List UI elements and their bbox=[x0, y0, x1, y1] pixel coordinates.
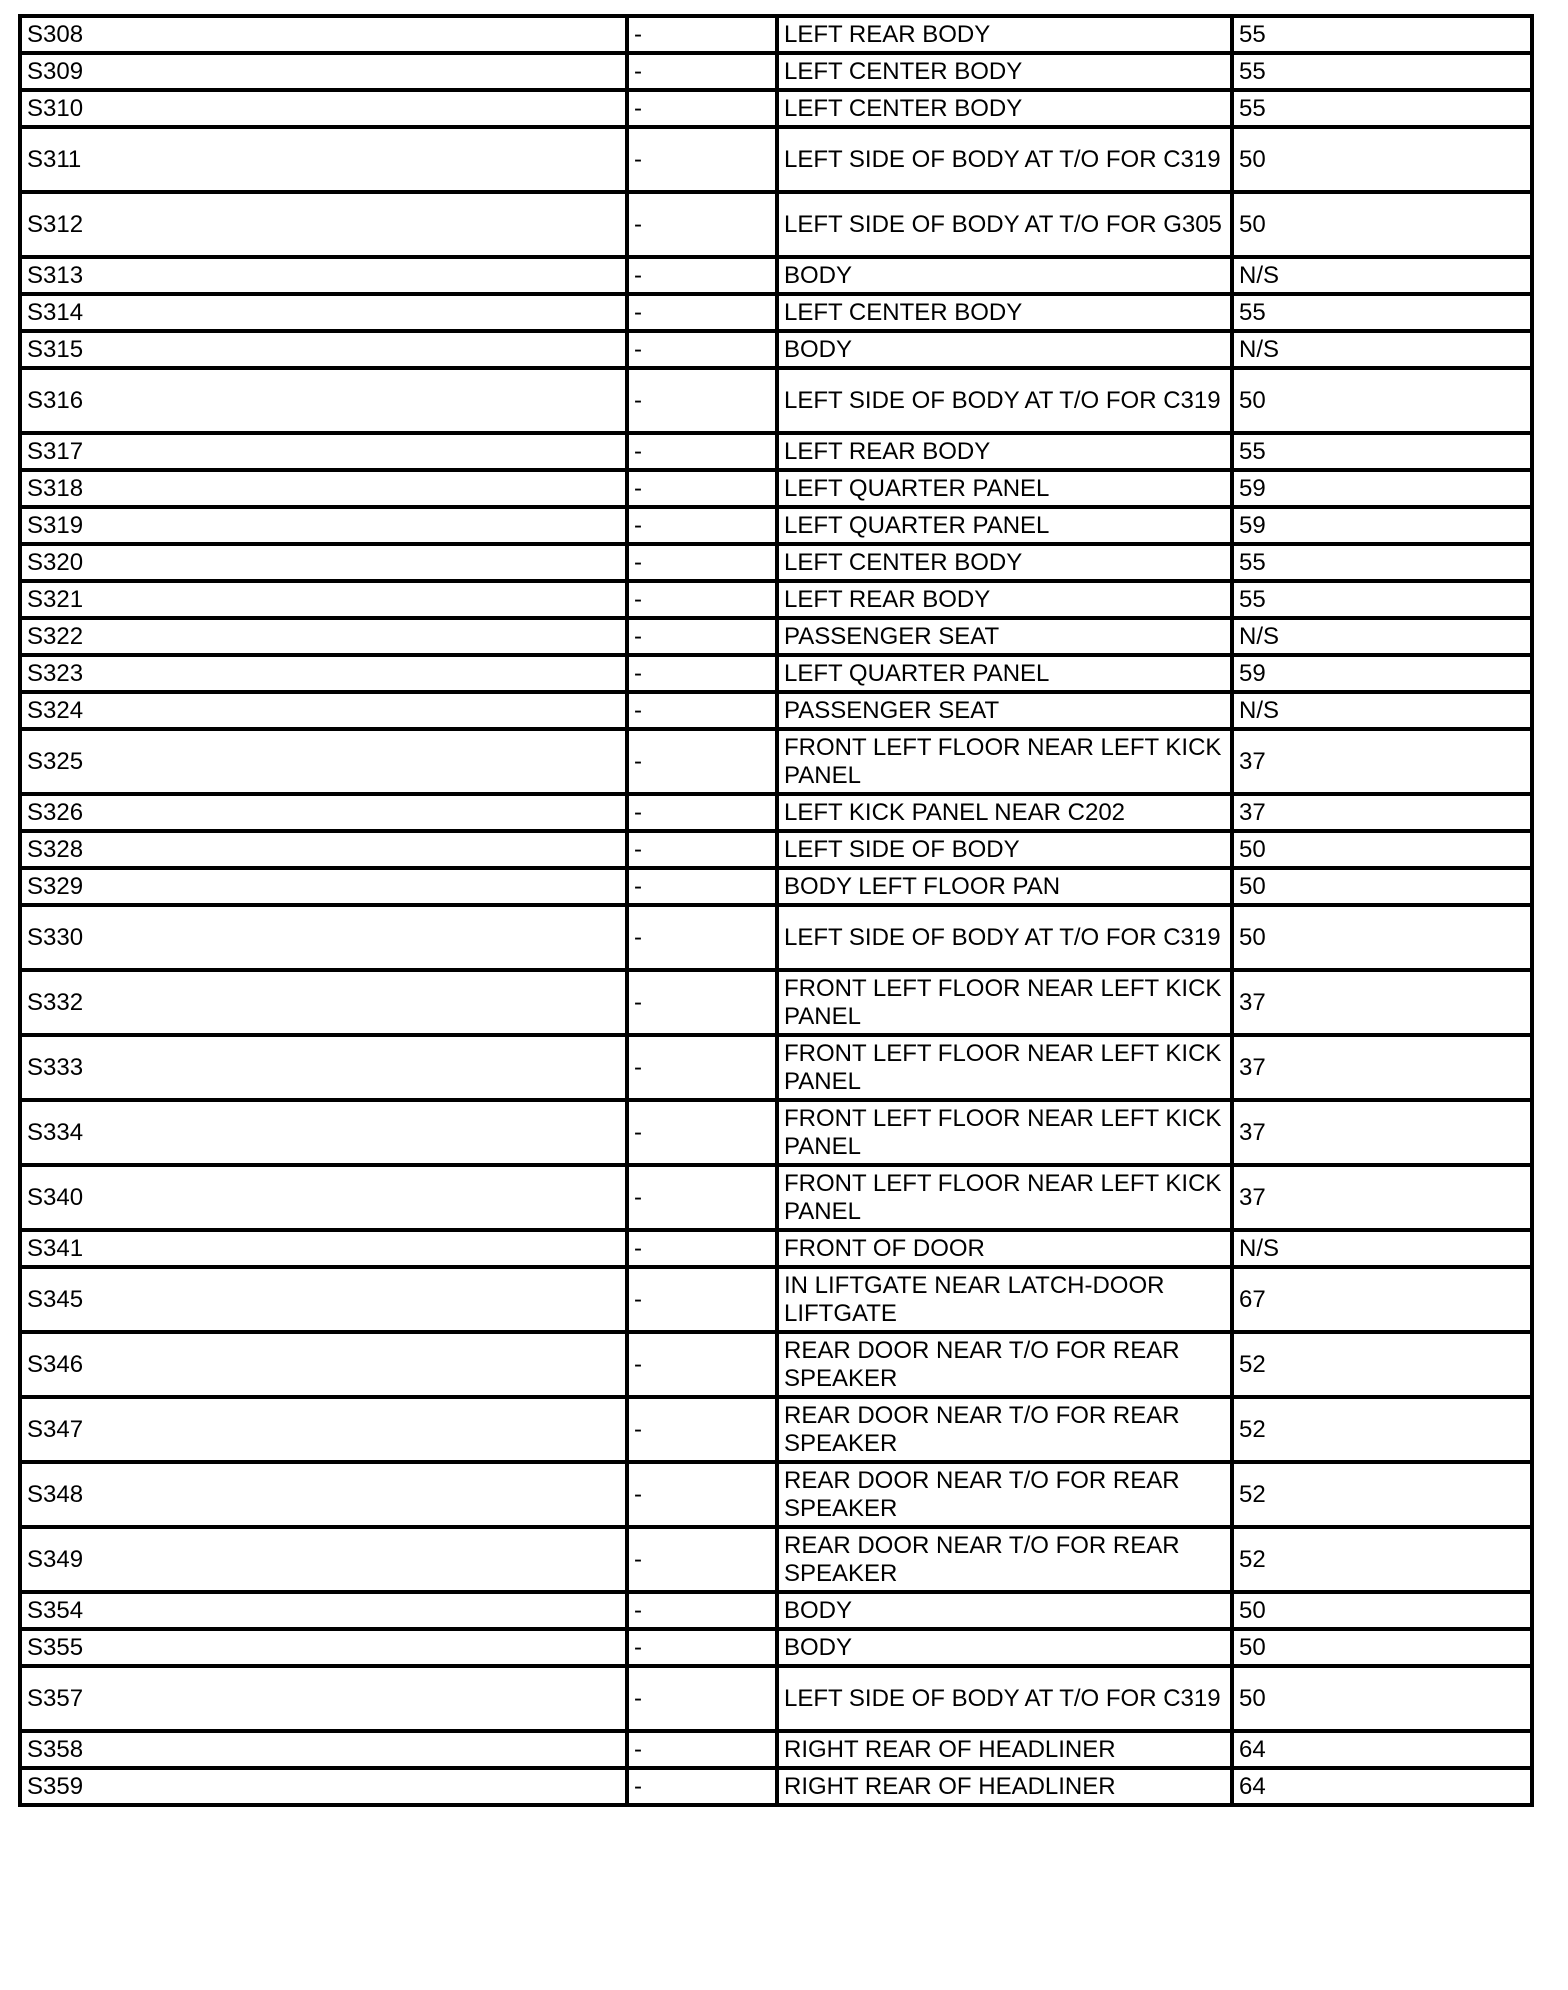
table-row bbox=[20, 868, 1532, 905]
reference-cell: 52 bbox=[1232, 1462, 1532, 1527]
dash-cell: - bbox=[627, 127, 777, 192]
dash-cell: - bbox=[627, 1666, 777, 1731]
table-row bbox=[20, 1629, 1532, 1666]
location-cell: LEFT REAR BODY bbox=[777, 433, 1232, 470]
splice-id-cell: S312 bbox=[20, 192, 627, 257]
location-cell: REAR DOOR NEAR T/O FOR REAR SPEAKER bbox=[777, 1397, 1232, 1462]
location-cell: PASSENGER SEAT bbox=[777, 618, 1232, 655]
splice-id-cell: S345 bbox=[20, 1267, 627, 1332]
splice-id-cell: S318 bbox=[20, 470, 627, 507]
reference-cell: 67 bbox=[1232, 1267, 1532, 1332]
location-cell: LEFT SIDE OF BODY AT T/O FOR C319 bbox=[777, 127, 1232, 192]
dash-cell: - bbox=[627, 192, 777, 257]
table-row bbox=[20, 1666, 1532, 1731]
reference-cell: N/S bbox=[1232, 1230, 1532, 1267]
reference-cell: 52 bbox=[1232, 1527, 1532, 1592]
location-cell: LEFT CENTER BODY bbox=[777, 53, 1232, 90]
splice-id-cell: S346 bbox=[20, 1332, 627, 1397]
table-row bbox=[20, 794, 1532, 831]
splice-id-cell: S319 bbox=[20, 507, 627, 544]
dash-cell: - bbox=[627, 368, 777, 433]
reference-cell: 50 bbox=[1232, 831, 1532, 868]
table-row bbox=[20, 1592, 1532, 1629]
dash-cell: - bbox=[627, 1768, 777, 1805]
reference-cell: 59 bbox=[1232, 655, 1532, 692]
dash-cell: - bbox=[627, 868, 777, 905]
splice-id-cell: S325 bbox=[20, 729, 627, 794]
reference-cell: 37 bbox=[1232, 1035, 1532, 1100]
location-cell: LEFT KICK PANEL NEAR C202 bbox=[777, 794, 1232, 831]
reference-cell: N/S bbox=[1232, 257, 1532, 294]
splice-id-cell: S309 bbox=[20, 53, 627, 90]
dash-cell: - bbox=[627, 1165, 777, 1230]
reference-cell: 55 bbox=[1232, 90, 1532, 127]
location-cell: LEFT CENTER BODY bbox=[777, 544, 1232, 581]
location-cell: BODY bbox=[777, 1629, 1232, 1666]
dash-cell: - bbox=[627, 831, 777, 868]
table-row bbox=[20, 53, 1532, 90]
splice-id-cell: S329 bbox=[20, 868, 627, 905]
splice-location-table-container bbox=[18, 14, 1534, 1807]
table-row bbox=[20, 1527, 1532, 1592]
location-cell: LEFT SIDE OF BODY AT T/O FOR C319 bbox=[777, 368, 1232, 433]
splice-id-cell: S321 bbox=[20, 581, 627, 618]
location-cell: LEFT QUARTER PANEL bbox=[777, 470, 1232, 507]
location-cell: FRONT LEFT FLOOR NEAR LEFT KICK PANEL bbox=[777, 729, 1232, 794]
dash-cell: - bbox=[627, 90, 777, 127]
table-row bbox=[20, 581, 1532, 618]
dash-cell: - bbox=[627, 1397, 777, 1462]
location-cell: FRONT LEFT FLOOR NEAR LEFT KICK PANEL bbox=[777, 1165, 1232, 1230]
dash-cell: - bbox=[627, 1035, 777, 1100]
table-row bbox=[20, 618, 1532, 655]
dash-cell: - bbox=[627, 905, 777, 970]
table-row bbox=[20, 1768, 1532, 1805]
dash-cell: - bbox=[627, 507, 777, 544]
splice-id-cell: S317 bbox=[20, 433, 627, 470]
table-row bbox=[20, 470, 1532, 507]
location-cell: FRONT LEFT FLOOR NEAR LEFT KICK PANEL bbox=[777, 970, 1232, 1035]
reference-cell: 37 bbox=[1232, 1100, 1532, 1165]
table-row bbox=[20, 692, 1532, 729]
dash-cell: - bbox=[627, 294, 777, 331]
splice-location-table bbox=[18, 14, 1534, 1807]
dash-cell: - bbox=[627, 581, 777, 618]
dash-cell: - bbox=[627, 970, 777, 1035]
reference-cell: 50 bbox=[1232, 1592, 1532, 1629]
table-row bbox=[20, 127, 1532, 192]
location-cell: LEFT QUARTER PANEL bbox=[777, 507, 1232, 544]
reference-cell: 59 bbox=[1232, 507, 1532, 544]
dash-cell: - bbox=[627, 618, 777, 655]
reference-cell: 37 bbox=[1232, 729, 1532, 794]
splice-id-cell: S340 bbox=[20, 1165, 627, 1230]
dash-cell: - bbox=[627, 1462, 777, 1527]
dash-cell: - bbox=[627, 1629, 777, 1666]
table-row bbox=[20, 90, 1532, 127]
table-row bbox=[20, 433, 1532, 470]
table-row bbox=[20, 831, 1532, 868]
splice-id-cell: S315 bbox=[20, 331, 627, 368]
dash-cell: - bbox=[627, 692, 777, 729]
splice-id-cell: S308 bbox=[20, 16, 627, 53]
reference-cell: 55 bbox=[1232, 544, 1532, 581]
dash-cell: - bbox=[627, 470, 777, 507]
reference-cell: 50 bbox=[1232, 192, 1532, 257]
table-row bbox=[20, 970, 1532, 1035]
location-cell: BODY LEFT FLOOR PAN bbox=[777, 868, 1232, 905]
splice-id-cell: S324 bbox=[20, 692, 627, 729]
dash-cell: - bbox=[627, 1230, 777, 1267]
table-row bbox=[20, 1035, 1532, 1100]
location-cell: LEFT REAR BODY bbox=[777, 16, 1232, 53]
splice-id-cell: S311 bbox=[20, 127, 627, 192]
dash-cell: - bbox=[627, 433, 777, 470]
reference-cell: 52 bbox=[1232, 1332, 1532, 1397]
location-cell: BODY bbox=[777, 257, 1232, 294]
reference-cell: N/S bbox=[1232, 331, 1532, 368]
splice-id-cell: S323 bbox=[20, 655, 627, 692]
location-cell: LEFT SIDE OF BODY AT T/O FOR C319 bbox=[777, 905, 1232, 970]
dash-cell: - bbox=[627, 544, 777, 581]
reference-cell: 64 bbox=[1232, 1731, 1532, 1768]
location-cell: LEFT SIDE OF BODY AT T/O FOR G305 bbox=[777, 192, 1232, 257]
table-row bbox=[20, 331, 1532, 368]
reference-cell: 50 bbox=[1232, 868, 1532, 905]
splice-id-cell: S326 bbox=[20, 794, 627, 831]
splice-id-cell: S341 bbox=[20, 1230, 627, 1267]
dash-cell: - bbox=[627, 655, 777, 692]
location-cell: FRONT LEFT FLOOR NEAR LEFT KICK PANEL bbox=[777, 1035, 1232, 1100]
splice-id-cell: S347 bbox=[20, 1397, 627, 1462]
dash-cell: - bbox=[627, 257, 777, 294]
location-cell: LEFT QUARTER PANEL bbox=[777, 655, 1232, 692]
table-row bbox=[20, 729, 1532, 794]
reference-cell: N/S bbox=[1232, 618, 1532, 655]
table-row bbox=[20, 544, 1532, 581]
dash-cell: - bbox=[627, 1267, 777, 1332]
location-cell: FRONT LEFT FLOOR NEAR LEFT KICK PANEL bbox=[777, 1100, 1232, 1165]
reference-cell: 52 bbox=[1232, 1397, 1532, 1462]
dash-cell: - bbox=[627, 16, 777, 53]
reference-cell: 50 bbox=[1232, 1666, 1532, 1731]
splice-id-cell: S332 bbox=[20, 970, 627, 1035]
reference-cell: 50 bbox=[1232, 127, 1532, 192]
table-row bbox=[20, 1731, 1532, 1768]
table-row bbox=[20, 368, 1532, 433]
location-cell: RIGHT REAR OF HEADLINER bbox=[777, 1731, 1232, 1768]
location-cell: LEFT CENTER BODY bbox=[777, 294, 1232, 331]
splice-id-cell: S333 bbox=[20, 1035, 627, 1100]
dash-cell: - bbox=[627, 729, 777, 794]
splice-id-cell: S357 bbox=[20, 1666, 627, 1731]
location-cell: LEFT REAR BODY bbox=[777, 581, 1232, 618]
dash-cell: - bbox=[627, 1100, 777, 1165]
location-cell: LEFT CENTER BODY bbox=[777, 90, 1232, 127]
reference-cell: 50 bbox=[1232, 1629, 1532, 1666]
location-cell: REAR DOOR NEAR T/O FOR REAR SPEAKER bbox=[777, 1462, 1232, 1527]
dash-cell: - bbox=[627, 53, 777, 90]
dash-cell: - bbox=[627, 1592, 777, 1629]
dash-cell: - bbox=[627, 1527, 777, 1592]
dash-cell: - bbox=[627, 331, 777, 368]
dash-cell: - bbox=[627, 1731, 777, 1768]
table-row bbox=[20, 16, 1532, 53]
reference-cell: 50 bbox=[1232, 368, 1532, 433]
splice-id-cell: S320 bbox=[20, 544, 627, 581]
splice-id-cell: S310 bbox=[20, 90, 627, 127]
location-cell: REAR DOOR NEAR T/O FOR REAR SPEAKER bbox=[777, 1332, 1232, 1397]
table-row bbox=[20, 192, 1532, 257]
reference-cell: 37 bbox=[1232, 1165, 1532, 1230]
reference-cell: 55 bbox=[1232, 433, 1532, 470]
splice-id-cell: S330 bbox=[20, 905, 627, 970]
table-row bbox=[20, 1230, 1532, 1267]
table-row bbox=[20, 1100, 1532, 1165]
location-cell: PASSENGER SEAT bbox=[777, 692, 1232, 729]
splice-id-cell: S313 bbox=[20, 257, 627, 294]
table-row bbox=[20, 257, 1532, 294]
splice-id-cell: S316 bbox=[20, 368, 627, 433]
reference-cell: 59 bbox=[1232, 470, 1532, 507]
splice-id-cell: S355 bbox=[20, 1629, 627, 1666]
splice-id-cell: S349 bbox=[20, 1527, 627, 1592]
dash-cell: - bbox=[627, 1332, 777, 1397]
splice-id-cell: S348 bbox=[20, 1462, 627, 1527]
location-cell: FRONT OF DOOR bbox=[777, 1230, 1232, 1267]
splice-id-cell: S322 bbox=[20, 618, 627, 655]
table-row bbox=[20, 507, 1532, 544]
reference-cell: 55 bbox=[1232, 581, 1532, 618]
splice-id-cell: S314 bbox=[20, 294, 627, 331]
splice-id-cell: S358 bbox=[20, 1731, 627, 1768]
dash-cell: - bbox=[627, 794, 777, 831]
location-cell: LEFT SIDE OF BODY AT T/O FOR C319 bbox=[777, 1666, 1232, 1731]
table-row bbox=[20, 294, 1532, 331]
reference-cell: 55 bbox=[1232, 294, 1532, 331]
reference-cell: 50 bbox=[1232, 905, 1532, 970]
table-row bbox=[20, 655, 1532, 692]
location-cell: BODY bbox=[777, 1592, 1232, 1629]
reference-cell: 64 bbox=[1232, 1768, 1532, 1805]
location-cell: BODY bbox=[777, 331, 1232, 368]
table-row bbox=[20, 1267, 1532, 1332]
table-body bbox=[20, 16, 1532, 1805]
reference-cell: 55 bbox=[1232, 53, 1532, 90]
splice-id-cell: S354 bbox=[20, 1592, 627, 1629]
reference-cell: 37 bbox=[1232, 794, 1532, 831]
reference-cell: N/S bbox=[1232, 692, 1532, 729]
location-cell: RIGHT REAR OF HEADLINER bbox=[777, 1768, 1232, 1805]
location-cell: IN LIFTGATE NEAR LATCH-DOOR LIFTGATE bbox=[777, 1267, 1232, 1332]
reference-cell: 37 bbox=[1232, 970, 1532, 1035]
reference-cell: 55 bbox=[1232, 16, 1532, 53]
table-row bbox=[20, 1332, 1532, 1397]
table-row bbox=[20, 1462, 1532, 1527]
table-row bbox=[20, 1165, 1532, 1230]
splice-id-cell: S328 bbox=[20, 831, 627, 868]
splice-id-cell: S359 bbox=[20, 1768, 627, 1805]
splice-id-cell: S334 bbox=[20, 1100, 627, 1165]
table-row bbox=[20, 905, 1532, 970]
location-cell: REAR DOOR NEAR T/O FOR REAR SPEAKER bbox=[777, 1527, 1232, 1592]
location-cell: LEFT SIDE OF BODY bbox=[777, 831, 1232, 868]
table-row bbox=[20, 1397, 1532, 1462]
